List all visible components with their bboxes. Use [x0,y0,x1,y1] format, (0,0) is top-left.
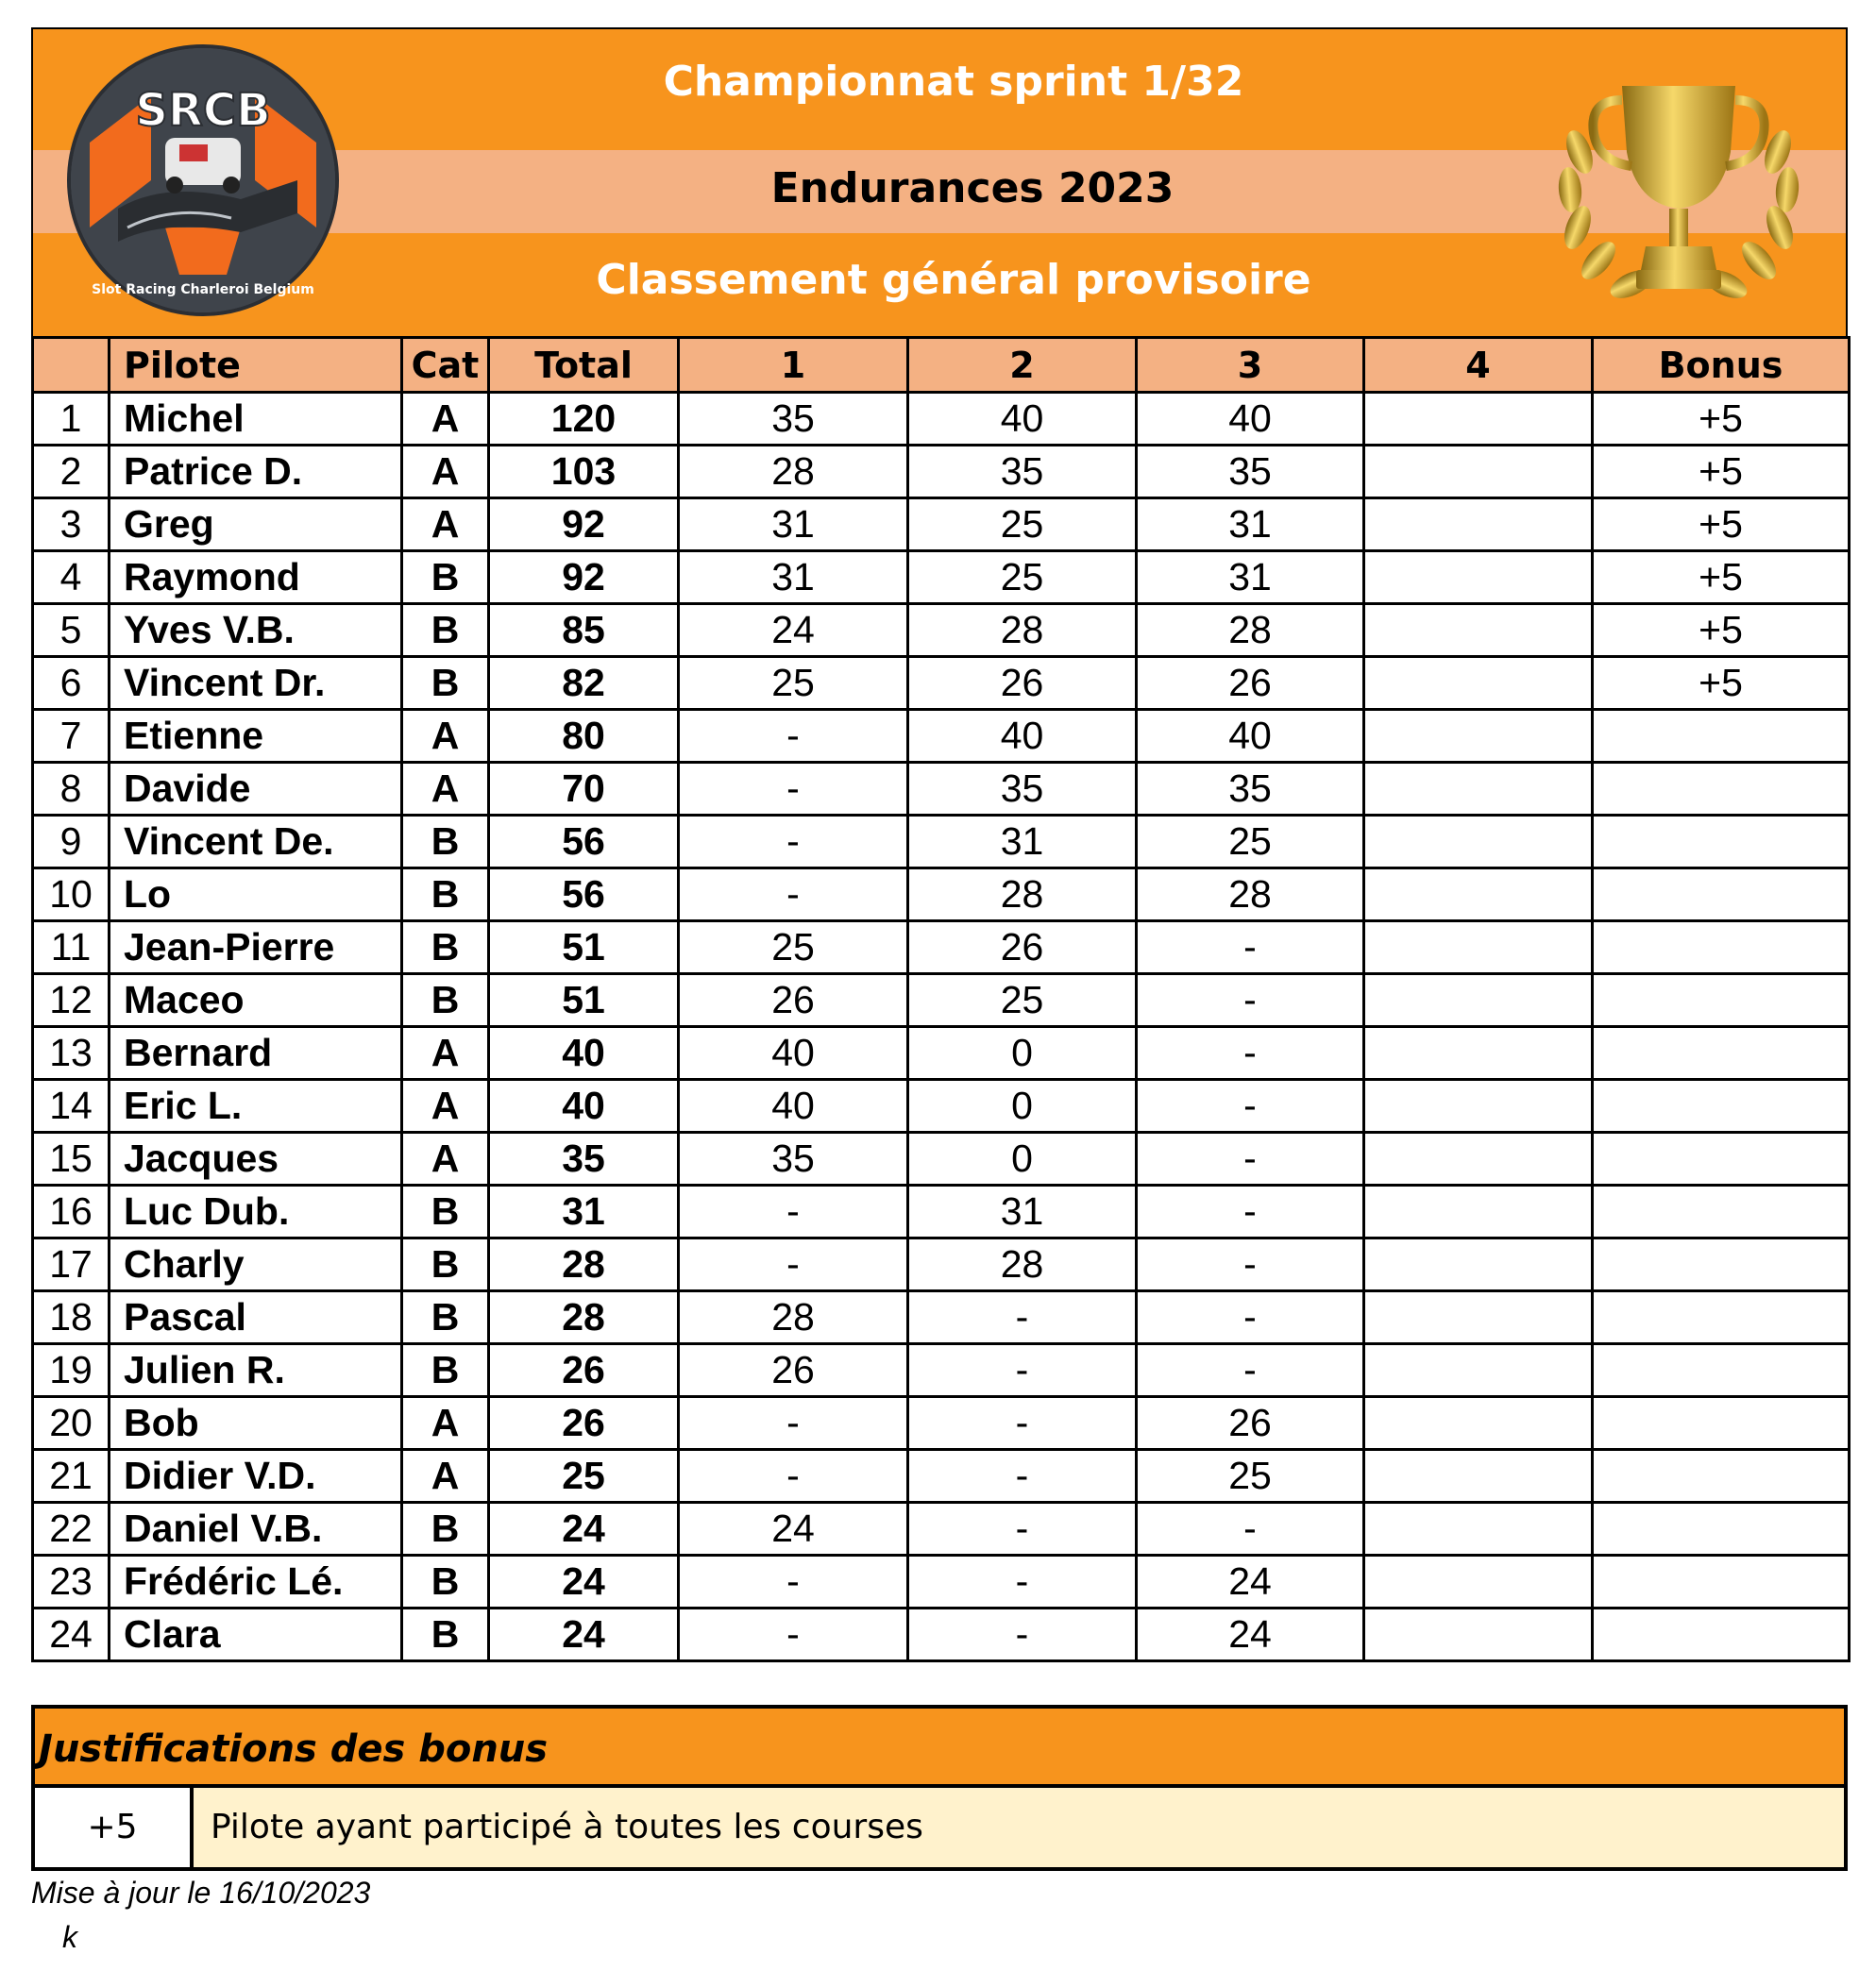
category-cell: B [402,1503,489,1556]
pilot-cell: Patrice D. [110,446,402,498]
category-cell: A [402,393,489,446]
race-4-cell [1364,1291,1593,1344]
total-cell: 28 [489,1291,679,1344]
total-cell: 26 [489,1344,679,1397]
race-1-cell: 28 [679,446,908,498]
race-2-cell: 28 [908,604,1137,657]
race-3-cell: - [1137,1133,1364,1186]
table-row [33,1503,1850,1556]
race-3-cell: 26 [1137,1397,1364,1450]
pilot-cell: Charly [110,1238,402,1291]
rank-cell: 19 [33,1344,110,1397]
total-cell: 103 [489,446,679,498]
bonus-cell [1593,710,1850,763]
race-2-cell: 0 [908,1133,1137,1186]
svg-text:SRCB: SRCB [135,84,271,137]
bonus-cell [1593,868,1850,921]
race-3-cell: 40 [1137,710,1364,763]
race-4-cell [1364,1027,1593,1080]
table-row [33,657,1850,710]
race-3-cell: 26 [1137,657,1364,710]
race-3-cell: 25 [1137,816,1364,868]
bonus-cell: +5 [1593,657,1850,710]
race-2-cell: 35 [908,763,1137,816]
rank-cell: 12 [33,974,110,1027]
category-cell: A [402,1080,489,1133]
race-4-cell [1364,551,1593,604]
race-1-cell: - [679,1397,908,1450]
table-row [33,763,1850,816]
table-row [33,1238,1850,1291]
category-cell: A [402,446,489,498]
bonus-cell: +5 [1593,604,1850,657]
race-4-cell [1364,1238,1593,1291]
pilot-cell: Maceo [110,974,402,1027]
rank-cell: 1 [33,393,110,446]
bonus-cell: +5 [1593,393,1850,446]
race-2-cell: - [908,1503,1137,1556]
table-row [33,498,1850,551]
rank-cell: 3 [33,498,110,551]
table-row [33,1344,1850,1397]
header-race-2: 2 [908,338,1137,393]
bonus-value: +5 [35,1788,194,1867]
bonus-cell [1593,1080,1850,1133]
table-row [33,1080,1850,1133]
race-3-cell: 25 [1137,1450,1364,1503]
total-cell: 28 [489,1238,679,1291]
pilot-cell: Jacques [110,1133,402,1186]
race-3-cell: 35 [1137,763,1364,816]
category-cell: B [402,1238,489,1291]
race-2-cell: - [908,1450,1137,1503]
race-1-cell: 24 [679,1503,908,1556]
update-date: Mise à jour le 16/10/2023 [31,1876,371,1910]
total-cell: 24 [489,1556,679,1609]
category-cell: B [402,551,489,604]
pilot-cell: Etienne [110,710,402,763]
rank-cell: 8 [33,763,110,816]
race-4-cell [1364,1556,1593,1609]
bonus-header [35,1709,1844,1788]
race-2-cell: 0 [908,1027,1137,1080]
race-1-cell: - [679,1238,908,1291]
pilot-cell: Julien R. [110,1344,402,1397]
category-cell: B [402,1556,489,1609]
rank-cell: 21 [33,1450,110,1503]
race-2-cell: 40 [908,710,1137,763]
table-row [33,551,1850,604]
table-row [33,816,1850,868]
pilot-cell: Michel [110,393,402,446]
table-row [33,1133,1850,1186]
race-4-cell [1364,1503,1593,1556]
race-1-cell: 40 [679,1080,908,1133]
race-3-cell: - [1137,1186,1364,1238]
total-cell: 70 [489,763,679,816]
signature-mark: k [62,1920,77,1954]
race-3-cell: 31 [1137,551,1364,604]
bonus-cell: +5 [1593,551,1850,604]
race-2-cell: 28 [908,1238,1137,1291]
rank-cell: 4 [33,551,110,604]
race-1-cell: - [679,763,908,816]
bonus-title: Justifications des bonus [39,1727,549,1771]
table-row [33,604,1850,657]
table-row [33,1609,1850,1661]
race-4-cell [1364,921,1593,974]
total-cell: 56 [489,816,679,868]
bonus-cell: +5 [1593,498,1850,551]
header-bonus: Bonus [1593,338,1850,393]
total-cell: 92 [489,498,679,551]
total-cell: 56 [489,868,679,921]
category-cell: B [402,604,489,657]
pilot-cell: Raymond [110,551,402,604]
table-row [33,921,1850,974]
race-4-cell [1364,1450,1593,1503]
pilot-cell: Eric L. [110,1080,402,1133]
total-cell: 92 [489,551,679,604]
race-4-cell [1364,763,1593,816]
bonus-justification-box [31,1705,1848,1871]
race-1-cell: - [679,1609,908,1661]
trophy-icon [1542,67,1816,331]
bonus-cell [1593,1556,1850,1609]
race-2-cell: 0 [908,1080,1137,1133]
table-row [33,1186,1850,1238]
table-row [33,1450,1850,1503]
category-cell: B [402,1344,489,1397]
bonus-cell [1593,1133,1850,1186]
svg-text:Slot Racing Charleroi Belgium: Slot Racing Charleroi Belgium [92,282,314,297]
header-pilot: Pilote [110,338,402,393]
race-1-cell: 26 [679,974,908,1027]
bonus-row [35,1788,1844,1867]
rank-cell: 9 [33,816,110,868]
race-2-cell: 25 [908,551,1137,604]
rank-cell: 17 [33,1238,110,1291]
race-2-cell: 28 [908,868,1137,921]
rank-cell: 2 [33,446,110,498]
bonus-cell [1593,1397,1850,1450]
category-cell: B [402,868,489,921]
pilot-cell: Vincent Dr. [110,657,402,710]
race-4-cell [1364,1344,1593,1397]
bonus-cell [1593,816,1850,868]
pilot-cell: Pascal [110,1291,402,1344]
race-2-cell: 25 [908,498,1137,551]
table-row [33,446,1850,498]
table-row [33,393,1850,446]
total-cell: 51 [489,921,679,974]
total-cell: 40 [489,1027,679,1080]
rank-cell: 13 [33,1027,110,1080]
category-cell: B [402,1609,489,1661]
race-4-cell [1364,1080,1593,1133]
bonus-cell [1593,1027,1850,1080]
pilot-cell: Vincent De. [110,816,402,868]
header-banner [31,27,1848,337]
race-4-cell [1364,710,1593,763]
race-3-cell: 35 [1137,446,1364,498]
rank-cell: 16 [33,1186,110,1238]
race-3-cell: 28 [1137,868,1364,921]
category-cell: A [402,763,489,816]
race-3-cell: - [1137,1238,1364,1291]
table-body [33,393,1850,1661]
table-header-row [33,338,1850,393]
total-cell: 85 [489,604,679,657]
race-1-cell: 25 [679,657,908,710]
category-cell: B [402,1186,489,1238]
race-1-cell: 31 [679,551,908,604]
race-2-cell: - [908,1556,1137,1609]
total-cell: 24 [489,1503,679,1556]
race-3-cell: - [1137,921,1364,974]
bonus-cell [1593,1186,1850,1238]
season-subtitle: Endurances 2023 [770,164,1175,212]
srcb-logo-icon [61,39,345,322]
race-2-cell: 35 [908,446,1137,498]
category-cell: B [402,921,489,974]
rank-cell: 7 [33,710,110,763]
table-row [33,1291,1850,1344]
race-3-cell: 24 [1137,1556,1364,1609]
bonus-description: Pilote ayant participé à toutes les courses [194,1788,1844,1867]
pilot-cell: Didier V.D. [110,1450,402,1503]
race-4-cell [1364,868,1593,921]
race-4-cell [1364,816,1593,868]
race-3-cell: 24 [1137,1609,1364,1661]
rank-cell: 18 [33,1291,110,1344]
race-4-cell [1364,1186,1593,1238]
race-3-cell: - [1137,1027,1364,1080]
race-2-cell: - [908,1291,1137,1344]
race-4-cell [1364,1133,1593,1186]
race-4-cell [1364,498,1593,551]
header-rank [33,338,110,393]
race-2-cell: 31 [908,1186,1137,1238]
race-4-cell [1364,974,1593,1027]
table-row [33,1397,1850,1450]
race-2-cell: 31 [908,816,1137,868]
race-1-cell: 24 [679,604,908,657]
table-row [33,710,1850,763]
race-2-cell: 26 [908,921,1137,974]
pilot-cell: Clara [110,1609,402,1661]
pilot-cell: Daniel V.B. [110,1503,402,1556]
race-1-cell: - [679,816,908,868]
header-total: Total [489,338,679,393]
bonus-cell [1593,1503,1850,1556]
bonus-cell [1593,1238,1850,1291]
race-3-cell: - [1137,1291,1364,1344]
total-cell: 51 [489,974,679,1027]
header-race-4: 4 [1364,338,1593,393]
race-2-cell: - [908,1344,1137,1397]
race-1-cell: 26 [679,1344,908,1397]
bonus-cell [1593,1609,1850,1661]
bonus-cell: +5 [1593,446,1850,498]
race-3-cell: 40 [1137,393,1364,446]
race-4-cell [1364,446,1593,498]
race-4-cell [1364,1397,1593,1450]
category-cell: B [402,816,489,868]
category-cell: A [402,1397,489,1450]
bonus-cell [1593,974,1850,1027]
category-cell: A [402,1027,489,1080]
race-3-cell: - [1137,1080,1364,1133]
bonus-cell [1593,921,1850,974]
total-cell: 40 [489,1080,679,1133]
race-1-cell: - [679,868,908,921]
rank-cell: 6 [33,657,110,710]
race-4-cell [1364,604,1593,657]
race-3-cell: - [1137,974,1364,1027]
bonus-cell [1593,1291,1850,1344]
rank-cell: 24 [33,1609,110,1661]
table-row [33,974,1850,1027]
total-cell: 26 [489,1397,679,1450]
total-cell: 35 [489,1133,679,1186]
race-1-cell: - [679,1556,908,1609]
race-2-cell: - [908,1397,1137,1450]
race-2-cell: - [908,1609,1137,1661]
race-3-cell: - [1137,1503,1364,1556]
category-cell: A [402,1133,489,1186]
race-1-cell: 31 [679,498,908,551]
race-1-cell: - [679,1186,908,1238]
category-cell: A [402,1450,489,1503]
standings-table [31,336,1851,1662]
race-1-cell: 35 [679,1133,908,1186]
total-cell: 120 [489,393,679,446]
championship-title: Championnat sprint 1/32 [663,58,1244,106]
rank-cell: 5 [33,604,110,657]
race-4-cell [1364,1609,1593,1661]
rank-cell: 14 [33,1080,110,1133]
table-row [33,1556,1850,1609]
race-4-cell [1364,393,1593,446]
table-row [33,868,1850,921]
race-2-cell: 26 [908,657,1137,710]
total-cell: 31 [489,1186,679,1238]
pilot-cell: Lo [110,868,402,921]
pilot-cell: Davide [110,763,402,816]
header-cat: Cat [402,338,489,393]
category-cell: A [402,498,489,551]
bonus-cell [1593,763,1850,816]
category-cell: A [402,710,489,763]
rank-cell: 20 [33,1397,110,1450]
total-cell: 25 [489,1450,679,1503]
bonus-cell [1593,1344,1850,1397]
category-cell: B [402,974,489,1027]
race-1-cell: - [679,1450,908,1503]
rank-cell: 10 [33,868,110,921]
pilot-cell: Yves V.B. [110,604,402,657]
header-race-3: 3 [1137,338,1364,393]
category-cell: B [402,657,489,710]
total-cell: 82 [489,657,679,710]
race-2-cell: 40 [908,393,1137,446]
race-1-cell: 35 [679,393,908,446]
race-1-cell: 25 [679,921,908,974]
category-cell: B [402,1291,489,1344]
race-2-cell: 25 [908,974,1137,1027]
rank-cell: 11 [33,921,110,974]
pilot-cell: Jean-Pierre [110,921,402,974]
total-cell: 80 [489,710,679,763]
race-3-cell: 28 [1137,604,1364,657]
bonus-cell [1593,1450,1850,1503]
rank-cell: 22 [33,1503,110,1556]
pilot-cell: Greg [110,498,402,551]
table-row [33,1027,1850,1080]
race-3-cell: - [1137,1344,1364,1397]
race-1-cell: 28 [679,1291,908,1344]
header-race-1: 1 [679,338,908,393]
race-1-cell: 40 [679,1027,908,1080]
pilot-cell: Frédéric Lé. [110,1556,402,1609]
pilot-cell: Luc Dub. [110,1186,402,1238]
race-3-cell: 31 [1137,498,1364,551]
standings-heading: Classement général provisoire [596,256,1311,304]
race-4-cell [1364,657,1593,710]
rank-cell: 15 [33,1133,110,1186]
rank-cell: 23 [33,1556,110,1609]
pilot-cell: Bob [110,1397,402,1450]
total-cell: 24 [489,1609,679,1661]
pilot-cell: Bernard [110,1027,402,1080]
race-1-cell: - [679,710,908,763]
